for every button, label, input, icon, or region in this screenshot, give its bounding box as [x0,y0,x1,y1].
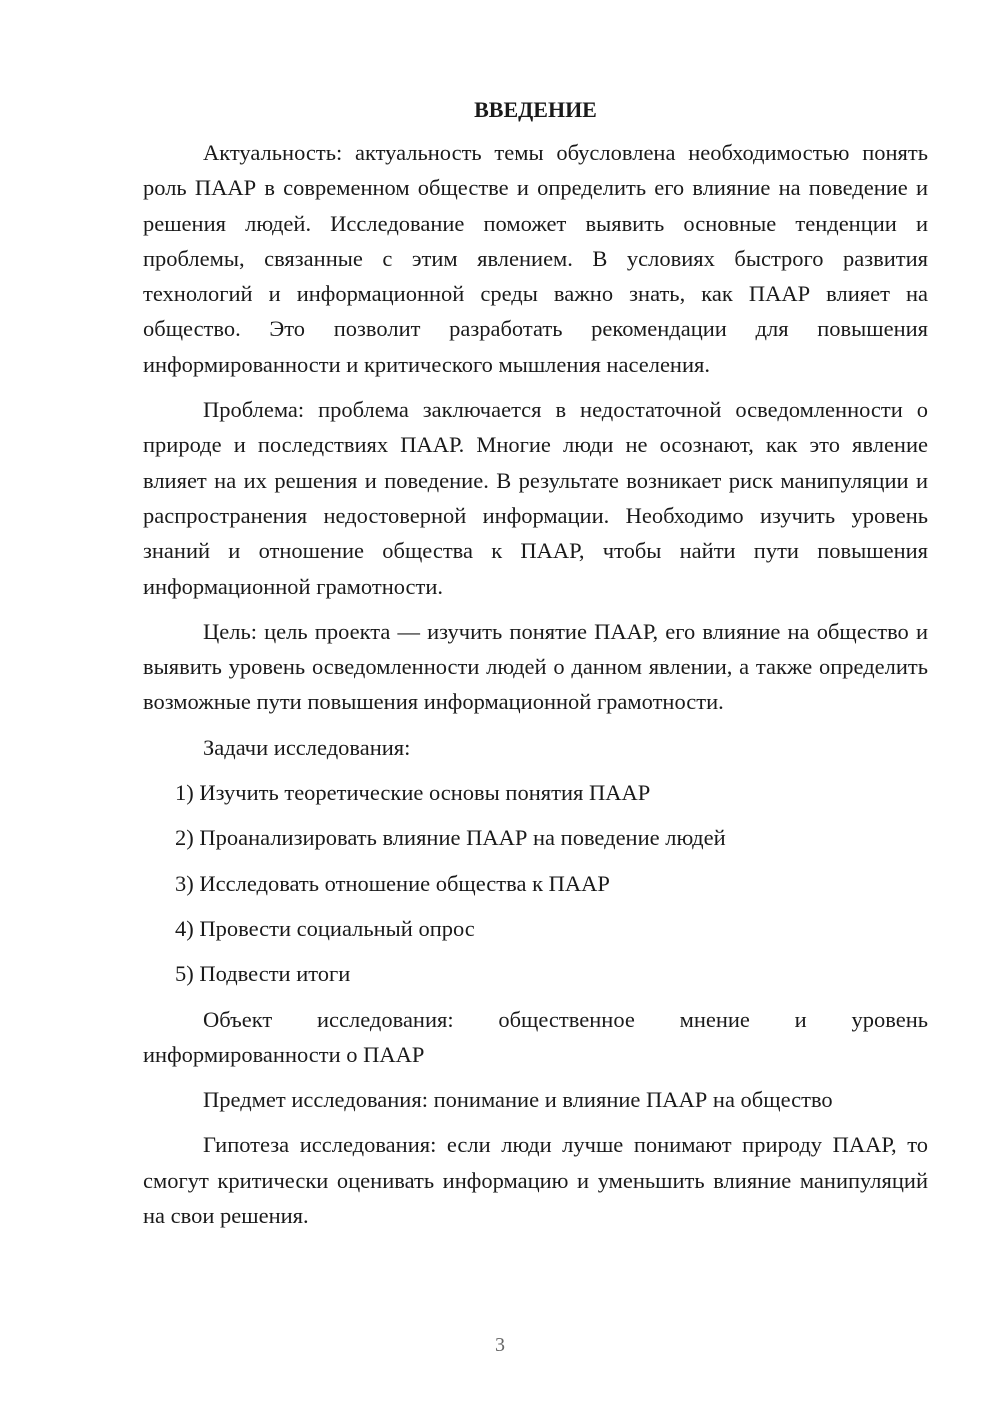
paragraph-subject: Предмет исследования: понимание и влияние ПААР на общество [203,1087,833,1113]
paragraph-problem: Проблема: проблема заключается в недостаточной осведомленности о природе и последствиях ПААР. Многие люди не осознают, как это явление влияет на их решения и поведение. В результате возникает риск манипуляции и распространения недостоверной информации. Необходимо изучить уровень знаний и отношение общества к ПААР, чтобы найти пути повышения информационной грамотности. [143,397,928,599]
paragraph-actuality: Актуальность: актуальность темы обусловлена необходимостью понять роль ПААР в современном обществе и определить его влияние на поведение и решения людей. Исследование поможет выявить основные тенденции и проблемы, связанные с этим явлением. В условиях быстрого развития технологий и информационной среды важно знать, как ПААР влияет на общество. Это позволит разработать рекомендации для повышения информированности и критического мышления населения. [143,140,928,377]
paragraph-hypothesis: Гипотеза исследования: если люди лучше понимают природу ПААР, то смогут критически оценивать информацию и уменьшить влияние манипуляций на свои решения. [143,1132,928,1229]
task-item: 3) Исследовать отношение общества к ПААР [175,870,610,896]
page-number: 3 [495,1334,505,1356]
task-item: 4) Провести социальный опрос [175,915,475,941]
task-item: 5) Подвести итоги [175,961,351,987]
tasks-heading: Задачи исследования: [203,734,411,760]
task-item: 1) Изучить теоретические основы понятия ПААР [175,780,651,806]
page-title: ВВЕДЕНИЕ [474,97,597,122]
paragraph-goal: Цель: цель проекта — изучить понятие ПААР, его влияние на общество и выявить уровень осведомленности людей о данном явлении, а также определить возможные пути повышения информационной грамотности. [143,618,928,715]
task-item: 2) Проанализировать влияние ПААР на поведение людей [175,825,726,851]
paragraph-object: Объект исследования: общественное мнение и уровень информированности о ПААР [143,1006,928,1067]
tasks-list [143,775,928,991]
page-content [143,92,928,1243]
